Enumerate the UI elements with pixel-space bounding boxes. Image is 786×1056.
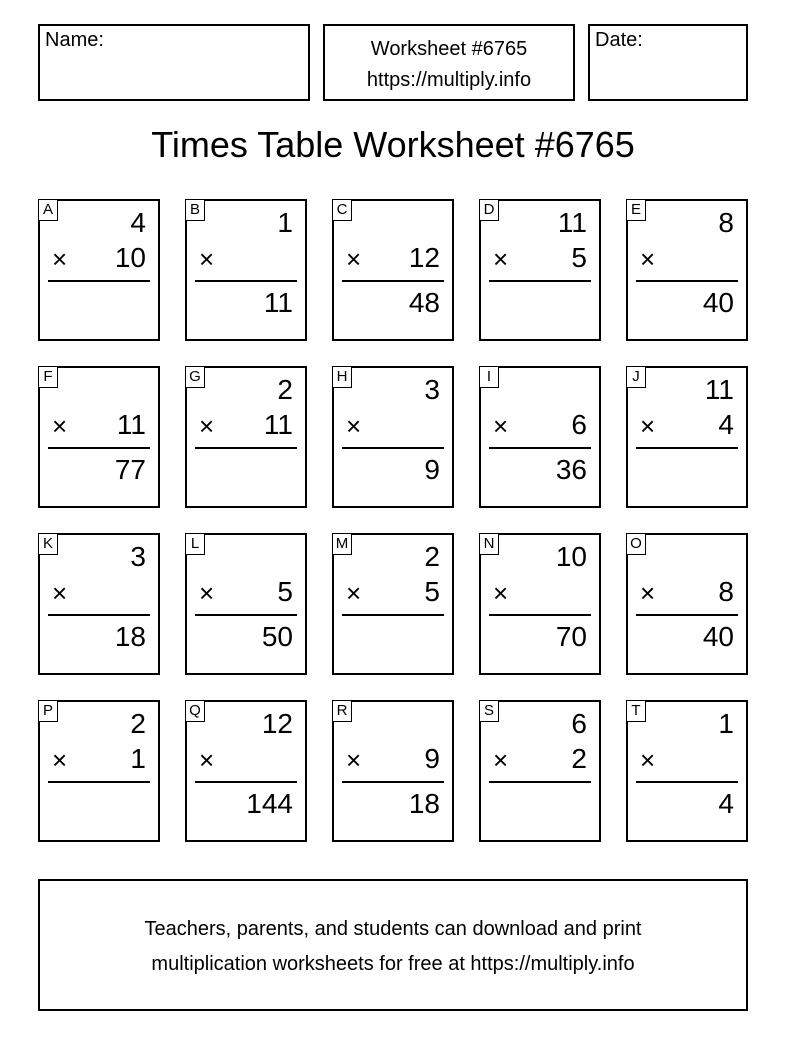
problem-box — [479, 366, 601, 508]
footer-line-2: multiplication worksheets for free at https://multiply.info — [151, 953, 635, 975]
problem-bottom-number: 12 — [408, 242, 440, 273]
problem-box — [479, 533, 601, 675]
problem-bottom-number: 1 — [130, 743, 146, 774]
problem-box — [332, 533, 454, 675]
answer-rule — [489, 280, 591, 282]
problem-box — [479, 199, 601, 341]
problem-answer: 36 — [555, 454, 587, 485]
times-sign: × — [52, 745, 68, 775]
times-sign: × — [199, 244, 215, 274]
footer-line-1: Teachers, parents, and students can download and print — [144, 918, 642, 940]
times-sign: × — [640, 578, 656, 608]
times-sign: × — [640, 745, 656, 775]
problem-top-number: 11 — [704, 374, 734, 405]
problem-answer: 48 — [408, 287, 440, 318]
problem-letter: J — [626, 366, 646, 388]
problem-letter: I — [479, 366, 499, 388]
problem-letter: A — [38, 199, 58, 221]
problem-answer: 11 — [263, 287, 293, 318]
problem-box — [38, 199, 160, 341]
problem-box — [626, 533, 748, 675]
problem-bottom-number: 4 — [718, 409, 734, 440]
problem-letter: N — [479, 533, 499, 555]
problem-letter: M — [332, 533, 352, 555]
problem-top-number: 4 — [130, 207, 146, 238]
problem-top-number: 3 — [424, 374, 440, 405]
answer-rule — [195, 280, 297, 282]
problem-top-number: 11 — [557, 207, 587, 238]
times-sign: × — [52, 244, 68, 274]
problem-letter: E — [626, 199, 646, 221]
times-sign: × — [199, 578, 215, 608]
problem-answer: 40 — [702, 621, 734, 652]
problem-box — [332, 199, 454, 341]
problem-letter: P — [38, 700, 58, 722]
problem-bottom-number: 8 — [718, 576, 734, 607]
problem-letter: G — [185, 366, 205, 388]
problem-box — [626, 366, 748, 508]
times-sign: × — [199, 411, 215, 441]
problem-top-number: 12 — [261, 708, 293, 739]
problem-top-number: 1 — [718, 708, 734, 739]
footer-box — [38, 879, 748, 1011]
date-label: Date: — [595, 29, 643, 51]
page-title: Times Table Worksheet #6765 — [151, 124, 635, 165]
answer-rule — [342, 614, 444, 616]
problem-answer: 18 — [408, 788, 440, 819]
times-sign: × — [52, 411, 68, 441]
times-sign: × — [493, 244, 509, 274]
problem-letter: C — [332, 199, 352, 221]
answer-rule — [342, 447, 444, 449]
problem-letter: R — [332, 700, 352, 722]
problem-top-number: 2 — [277, 374, 293, 405]
problem-box — [185, 366, 307, 508]
problem-bottom-number: 11 — [263, 409, 293, 440]
problem-top-number: 2 — [424, 541, 440, 572]
problem-top-number: 1 — [277, 207, 293, 238]
problem-box — [626, 700, 748, 842]
problem-letter: S — [479, 700, 499, 722]
times-sign: × — [493, 411, 509, 441]
problem-box — [332, 700, 454, 842]
problem-top-number: 6 — [571, 708, 587, 739]
problem-letter: Q — [185, 700, 205, 722]
date-field[interactable] — [588, 24, 748, 101]
problem-letter: L — [185, 533, 205, 555]
times-sign: × — [493, 745, 509, 775]
times-sign: × — [346, 578, 362, 608]
problem-letter: B — [185, 199, 205, 221]
problem-bottom-number: 5 — [424, 576, 440, 607]
answer-rule — [342, 781, 444, 783]
problem-box — [185, 533, 307, 675]
problem-answer: 9 — [424, 454, 440, 485]
problem-top-number: 10 — [555, 541, 587, 572]
problem-top-number: 2 — [130, 708, 146, 739]
times-sign: × — [346, 411, 362, 441]
problem-bottom-number: 6 — [571, 409, 587, 440]
answer-rule — [48, 614, 150, 616]
problem-letter: D — [479, 199, 499, 221]
times-sign: × — [199, 745, 215, 775]
name-field[interactable] — [38, 24, 310, 101]
problem-letter: F — [38, 366, 58, 388]
problem-letter: T — [626, 700, 646, 722]
problem-letter: O — [626, 533, 646, 555]
answer-rule — [195, 781, 297, 783]
answer-rule — [48, 280, 150, 282]
problem-answer: 77 — [114, 454, 146, 485]
problem-box — [332, 366, 454, 508]
problem-bottom-number: 10 — [114, 242, 146, 273]
problem-top-number: 8 — [718, 207, 734, 238]
problem-answer: 70 — [555, 621, 587, 652]
times-sign: × — [52, 578, 68, 608]
problem-answer: 144 — [246, 788, 293, 819]
answer-rule — [342, 280, 444, 282]
answer-rule — [636, 614, 738, 616]
problem-bottom-number: 2 — [571, 743, 587, 774]
problem-box — [479, 700, 601, 842]
times-sign: × — [640, 411, 656, 441]
worksheet-number: Worksheet #6765 — [370, 38, 528, 60]
problem-answer: 18 — [114, 621, 146, 652]
answer-rule — [636, 781, 738, 783]
worksheet-info-box — [323, 24, 575, 101]
times-sign: × — [346, 244, 362, 274]
answer-rule — [48, 447, 150, 449]
answer-rule — [489, 614, 591, 616]
answer-rule — [195, 614, 297, 616]
problem-box — [185, 199, 307, 341]
problem-bottom-number: 11 — [116, 409, 146, 440]
name-label: Name: — [45, 29, 104, 51]
answer-rule — [636, 280, 738, 282]
problem-box — [185, 700, 307, 842]
problem-box — [38, 700, 160, 842]
problem-answer: 4 — [718, 788, 734, 819]
answer-rule — [48, 781, 150, 783]
problem-box — [38, 533, 160, 675]
times-sign: × — [346, 745, 362, 775]
problem-letter: K — [38, 533, 58, 555]
problem-box — [38, 366, 160, 508]
problem-top-number: 3 — [130, 541, 146, 572]
times-sign: × — [493, 578, 509, 608]
answer-rule — [195, 447, 297, 449]
problem-bottom-number: 5 — [571, 242, 587, 273]
problem-answer: 40 — [702, 287, 734, 318]
answer-rule — [636, 447, 738, 449]
problem-answer: 50 — [261, 621, 293, 652]
answer-rule — [489, 781, 591, 783]
answer-rule — [489, 447, 591, 449]
problem-letter: H — [332, 366, 352, 388]
problem-bottom-number: 5 — [277, 576, 293, 607]
problem-box — [626, 199, 748, 341]
worksheet-url: https://multiply.info — [366, 69, 532, 91]
problem-bottom-number: 9 — [424, 743, 440, 774]
times-sign: × — [640, 244, 656, 274]
